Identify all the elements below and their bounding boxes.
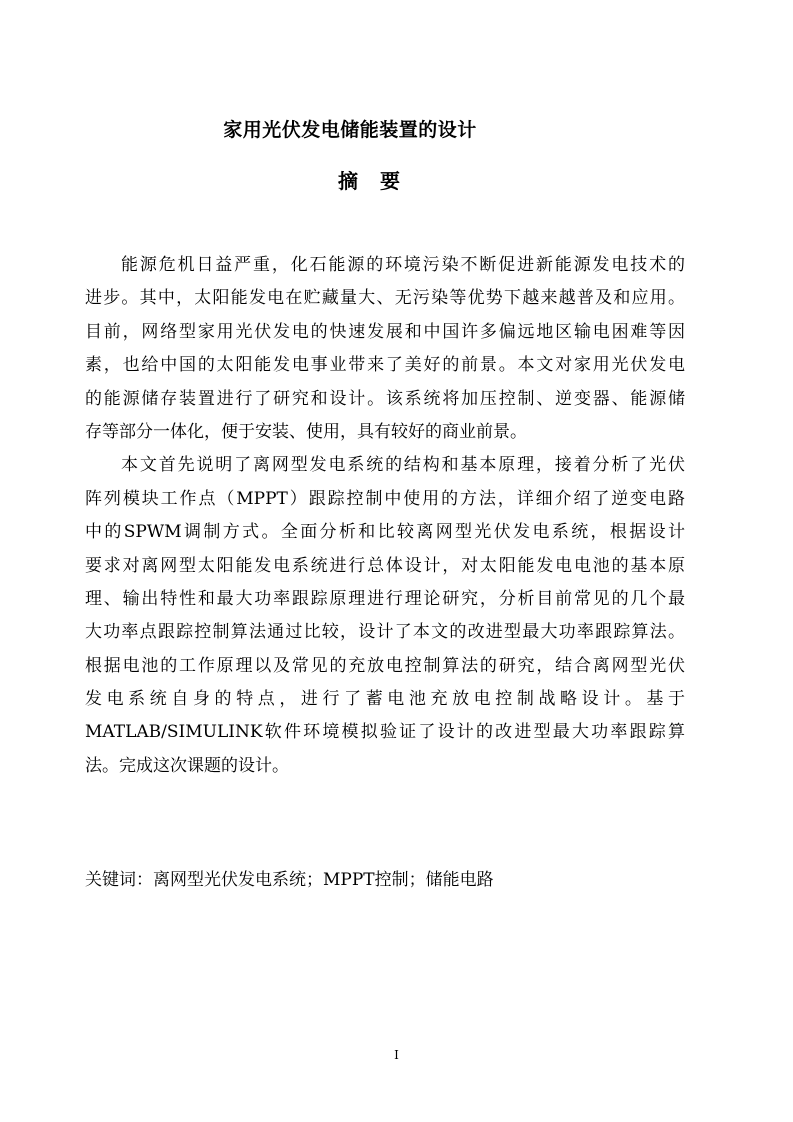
keywords-label: 关键词：	[85, 870, 153, 890]
paragraph-line: 根据电池的工作原理以及常见的充放电控制算法的研究，结合离网型光伏	[85, 655, 685, 676]
paragraph-line: 法。完成这次课题的设计。	[85, 755, 289, 776]
paragraph-line: 理、输出特性和最大功率跟踪原理进行理论研究，分析目前常见的几个最	[85, 588, 685, 609]
keywords-line	[85, 865, 494, 890]
paragraph-line: 目前，网络型家用光伏发电的快速发展和中国许多偏远地区输电困难等因	[85, 321, 685, 342]
paragraph-line: 能源危机日益严重，化石能源的环境污染不断促进新能源发电技术的	[121, 255, 685, 275]
paragraph-line: 发电系统自身的特点，进行了蓄电池充放电控制战略设计。基于	[85, 689, 685, 710]
abstract-heading: 摘要	[338, 169, 422, 193]
abstract-body	[85, 249, 685, 783]
document-title: 家用光伏发电储能装置的设计	[223, 119, 477, 141]
paragraph-line: 阵列模块工作点（MPPT）跟踪控制中使用的方法，详细介绍了逆变电路	[85, 488, 685, 509]
paragraph-line: 素，也给中国的太阳能发电事业带来了美好的前景。本文对家用光伏发电	[85, 355, 685, 376]
paragraph-line: 大功率点跟踪控制算法通过比较，设计了本文的改进型最大功率跟踪算法。	[85, 622, 685, 643]
abstract-paragraph-2	[85, 449, 685, 783]
paragraph-line: 的能源储存装置进行了研究和设计。该系统将加压控制、逆变器、能源储	[85, 388, 685, 409]
paragraph-line: 存等部分一体化，便于安装、使用，具有较好的商业前景。	[85, 421, 527, 442]
paragraph-line: MATLAB/SIMULINK软件环境模拟验证了设计的改进型最大功率跟踪算	[85, 722, 685, 743]
page-number: I	[394, 1048, 399, 1062]
keywords-text: 离网型光伏发电系统；MPPT控制；储能电路	[153, 870, 494, 890]
paragraph-line: 本文首先说明了离网型发电系统的结构和基本原理，接着分析了光伏	[121, 455, 685, 476]
paragraph-line: 中的SPWM调制方式。全面分析和比较离网型光伏发电系统，根据设计	[85, 522, 685, 543]
paragraph-line: 进步。其中，太阳能发电在贮藏量大、无污染等优势下越来越普及和应用。	[85, 288, 685, 309]
paragraph-line: 要求对离网型太阳能发电系统进行总体设计，对太阳能发电电池的基本原	[85, 555, 685, 576]
abstract-paragraph-1	[85, 249, 685, 449]
